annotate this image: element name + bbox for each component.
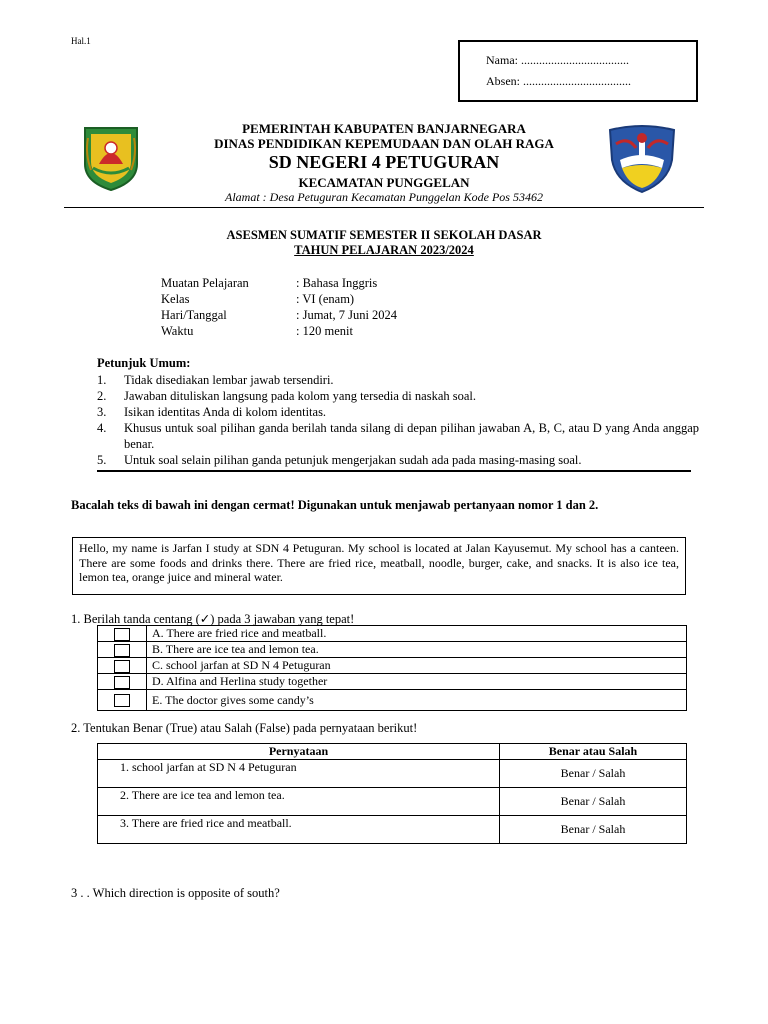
- checkbox-icon[interactable]: [114, 644, 130, 657]
- option-e-label: E. The doctor gives some candy’s: [147, 690, 687, 711]
- info-class-value: : VI (enam): [296, 292, 355, 306]
- info-class-label: Kelas: [161, 292, 190, 306]
- table-row: [98, 760, 687, 788]
- answer-cell[interactable]: Benar / Salah: [500, 760, 687, 788]
- info-time-label: Waktu: [161, 324, 194, 338]
- question-1-prompt: 1. Berilah tanda centang (✓) pada 3 jawaban yang tepat!: [71, 612, 355, 626]
- answer-column-header: Benar atau Salah: [500, 744, 687, 760]
- question-2-prompt: 2. Tentukan Benar (True) atau Salah (False) pada pernyataan berikut!: [71, 721, 418, 735]
- instructions-title: Petunjuk Umum:: [97, 356, 191, 370]
- option-d-checkbox[interactable]: [98, 674, 147, 690]
- option-row: [98, 690, 687, 711]
- option-row: [98, 642, 687, 658]
- option-a-checkbox[interactable]: [98, 626, 147, 642]
- answer-cell[interactable]: Benar / Salah: [500, 788, 687, 816]
- instruction-item: 1. Tidak disediakan lembar jawab tersendiri.: [97, 373, 334, 387]
- header-school-name: SD NEGERI 4 PETUGURAN: [268, 152, 500, 172]
- checkbox-icon[interactable]: [114, 694, 130, 707]
- exam-title: ASESMEN SUMATIF SEMESTER II SEKOLAH DASAR: [226, 228, 542, 242]
- instruction-item: 3. Isikan identitas Anda di kolom identitas.: [97, 405, 327, 419]
- header-district: KECAMATAN PUNGGELAN: [298, 175, 470, 190]
- header-department: DINAS PENDIDIKAN KEPEMUDAAN DAN OLAH RAGA: [214, 136, 554, 151]
- info-subject-value: : Bahasa Inggris: [296, 276, 378, 290]
- checkbox-icon[interactable]: [114, 628, 130, 641]
- reading-instruction: Bacalah teks di bawah ini dengan cermat! Digunakan untuk menjawab pertanyaan nomor 1 dan 2.: [71, 498, 599, 512]
- question-3-prompt: 3 . . Which direction is opposite of south?: [71, 886, 280, 900]
- option-row: [98, 674, 687, 690]
- table-row: [98, 816, 687, 844]
- option-a-label: A. There are fried rice and meatball.: [147, 626, 687, 642]
- general-instructions: [97, 356, 699, 468]
- statement-cell: 3. There are fried rice and meatball.: [98, 816, 500, 844]
- name-field[interactable]: Nama: ....................................: [486, 53, 629, 67]
- header-government: PEMERINTAH KABUPATEN BANJARNEGARA: [242, 121, 526, 136]
- info-date-label: Hari/Tanggal: [161, 308, 227, 322]
- option-row: [98, 626, 687, 642]
- option-b-checkbox[interactable]: [98, 642, 147, 658]
- exam-year: TAHUN PELAJARAN 2023/2024: [294, 243, 474, 257]
- checkbox-icon[interactable]: [114, 660, 130, 673]
- question-1-options: [97, 625, 687, 711]
- option-row: [98, 658, 687, 674]
- instruction-item: 5. Untuk soal selain pilihan ganda petunjuk mengerjakan sudah ada pada masing-masing soal.: [97, 453, 582, 467]
- identity-box: [458, 40, 698, 102]
- instruction-item: 2. Jawaban dituliskan langsung pada kolom yang tersedia di naskah soal.: [97, 389, 477, 403]
- reading-passage: Hello, my name is Jarfan I study at SDN 4 Petuguran. My school is located at Jalan Kayusemut. My school has a canteen. There are some foods and drinks there. There are fried rice, meatball, noodle, burger, cake, and snacks. It is also ice tea, lemon tea, orange juice and mineral water.: [72, 537, 686, 595]
- table-header-row: [98, 744, 687, 760]
- header-address: Alamat : Desa Petuguran Kecamatan Punggelan Kode Pos 53462: [225, 190, 543, 204]
- table-row: [98, 788, 687, 816]
- instruction-item: 4. Khusus untuk soal pilihan ganda berilah tanda silang di depan pilihan jawaban A, B, C, atau D yang Anda anggap benar.: [97, 421, 699, 451]
- option-e-checkbox[interactable]: [98, 690, 147, 711]
- info-subject-label: Muatan Pelajaran: [161, 276, 249, 290]
- statement-cell: 1. school jarfan at SD N 4 Petuguran: [98, 760, 500, 788]
- question-2-table: [97, 743, 687, 844]
- statement-cell: 2. There are ice tea and lemon tea.: [98, 788, 500, 816]
- option-c-checkbox[interactable]: [98, 658, 147, 674]
- option-c-label: C. school jarfan at SD N 4 Petuguran: [147, 658, 687, 674]
- header-divider: [64, 207, 704, 208]
- page-number: Hal.1: [71, 36, 91, 46]
- statement-column-header: Pernyataan: [98, 744, 500, 760]
- checkbox-icon[interactable]: [114, 676, 130, 689]
- instructions-divider: [97, 470, 691, 472]
- absen-field[interactable]: Absen: ....................................: [486, 74, 631, 88]
- option-b-label: B. There are ice tea and lemon tea.: [147, 642, 687, 658]
- info-date-value: : Jumat, 7 Juni 2024: [296, 308, 398, 322]
- option-d-label: D. Alfina and Herlina study together: [147, 674, 687, 690]
- info-time-value: : 120 menit: [296, 324, 353, 338]
- answer-cell[interactable]: Benar / Salah: [500, 816, 687, 844]
- instructions-list: [97, 372, 699, 468]
